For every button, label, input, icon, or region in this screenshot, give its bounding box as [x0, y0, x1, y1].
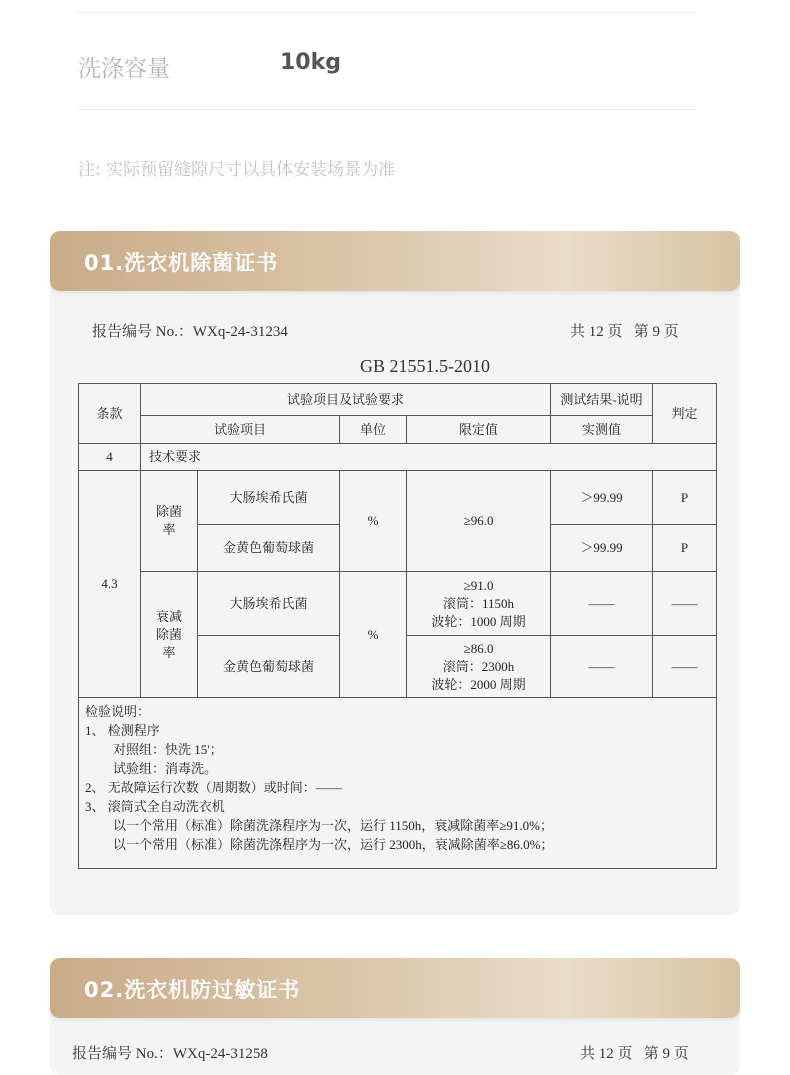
clause-4-3: 4.3	[79, 471, 141, 698]
measured-value: ＞99.99	[551, 471, 653, 525]
standard-code: GB 21551.5-2010	[360, 356, 490, 376]
group-sterilization-rate: 除菌 率	[141, 471, 198, 572]
group-decay-rate: 衰减 除菌 率	[141, 572, 198, 698]
header-result: 测试结果-说明	[551, 384, 653, 416]
page-info: 共 12 页 第 9 页	[570, 324, 679, 340]
report-number-2: 报告编号 No.：WXq-24-31258	[72, 1046, 268, 1062]
card-1-title: 01.洗衣机除菌证书	[84, 251, 279, 275]
header-measured: 实测值	[551, 416, 653, 444]
divider-top	[78, 12, 696, 13]
measured-value: ——	[551, 636, 653, 698]
card-1-header	[50, 231, 740, 291]
certificate-table	[78, 383, 717, 869]
measured-value: ——	[551, 572, 653, 636]
spec-value: 10kg	[280, 50, 341, 75]
unit-percent: %	[340, 471, 407, 572]
judge-value: ——	[653, 572, 717, 636]
header-judge: 判定	[653, 384, 717, 444]
judge-value: ——	[653, 636, 717, 698]
card-2-header	[50, 958, 740, 1018]
header-unit: 单位	[340, 416, 407, 444]
limit-value: ≥96.0	[407, 471, 551, 572]
item-e-coli: 大肠埃希氏菌	[198, 572, 340, 636]
item-s-aureus: 金黄色葡萄球菌	[198, 636, 340, 698]
page-info-2: 共 12 页 第 9 页	[580, 1046, 689, 1062]
header-items-req: 试验项目及试验要求	[141, 384, 551, 416]
measured-value: ＞99.99	[551, 525, 653, 572]
install-note: 注: 实际预留缝隙尺寸以具体安装场景为准	[78, 160, 396, 180]
judge-value: P	[653, 525, 717, 572]
divider-bottom	[78, 109, 696, 110]
item-e-coli: 大肠埃希氏菌	[198, 471, 340, 525]
unit-percent: %	[340, 572, 407, 698]
limit-value: ≥91.0 滚筒：1150h 波轮：1000 周期	[407, 572, 551, 636]
card-2-title: 02.洗衣机防过敏证书	[84, 978, 301, 1002]
judge-value: P	[653, 471, 717, 525]
row-tech-req: 技术要求	[141, 444, 717, 471]
report-number: 报告编号 No.：WXq-24-31234	[92, 324, 288, 340]
spec-label: 洗涤容量	[78, 56, 170, 82]
test-notes: 检验说明： 1、 检测程序 对照组：快洗 15'； 试验组：消毒洗。 2、 无故障运行次数（周期数）或时间：—— 3、 滚筒式全自动洗衣机 以一个常用（标准）除菌洗涤程序为一次，运行 1150h，衰减除菌率≥91.0%； 以一个常用（标准）除菌洗涤程序为一次，运行 2300h，衰减除菌率≥86.0%；	[79, 698, 717, 869]
header-clause: 条款	[79, 384, 141, 444]
header-limit: 限定值	[407, 416, 551, 444]
header-item: 试验项目	[141, 416, 340, 444]
limit-value: ≥86.0 滚筒：2300h 波轮：2000 周期	[407, 636, 551, 698]
row-clause: 4	[79, 444, 141, 471]
item-s-aureus: 金黄色葡萄球菌	[198, 525, 340, 572]
